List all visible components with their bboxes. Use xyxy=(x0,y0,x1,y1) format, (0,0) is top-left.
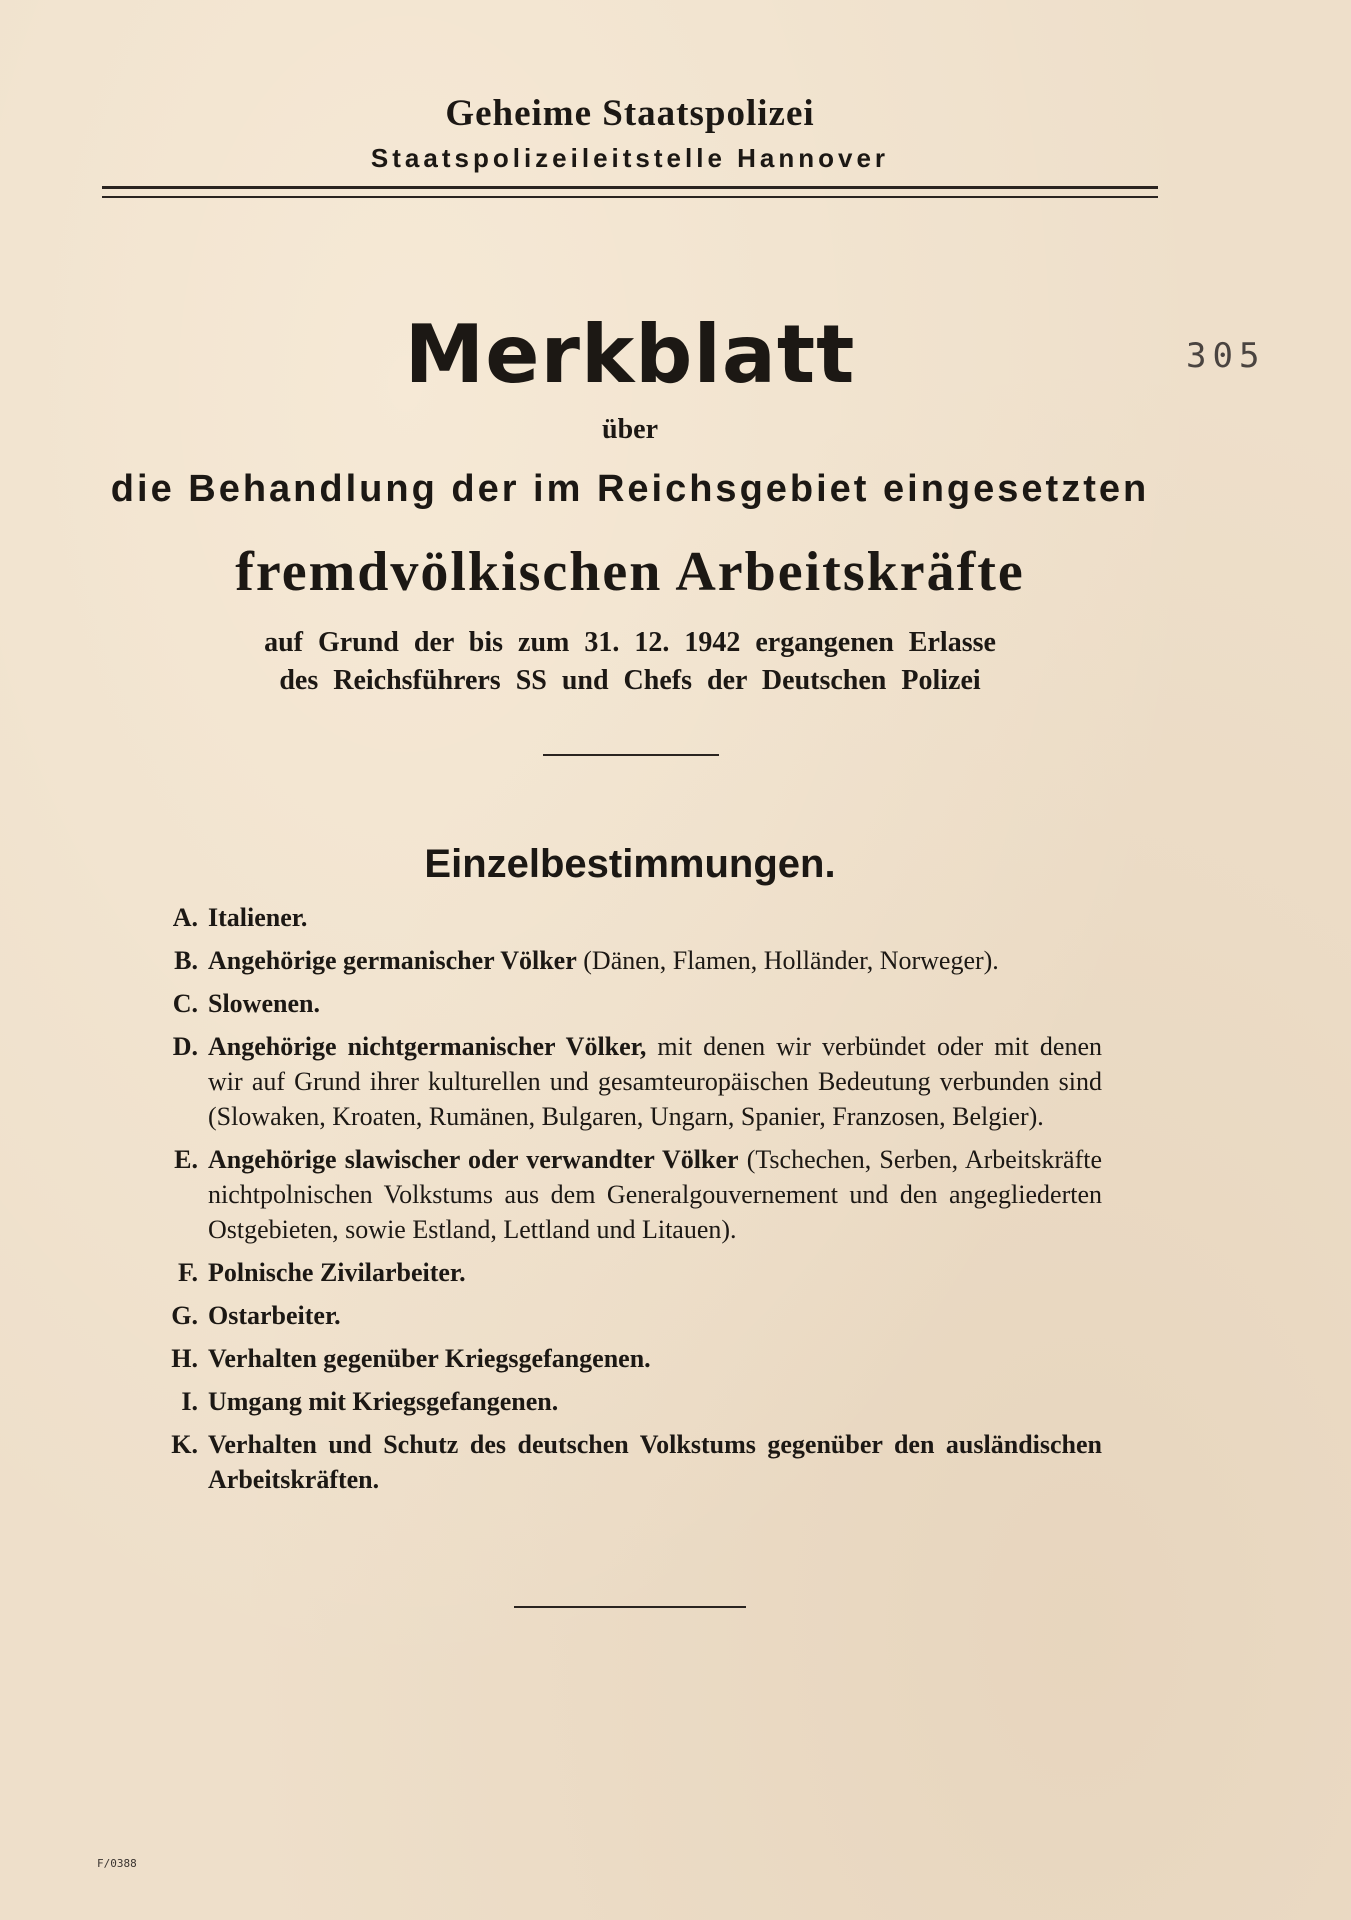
provision-heading: Angehörige slawischer oder verwandter Völker xyxy=(208,1145,739,1174)
provision-heading: Ostarbeiter. xyxy=(208,1301,341,1330)
section-heading: Einzelbestimmungen. xyxy=(424,842,836,886)
provision-heading: Angehörige nichtgermanischer Völker, xyxy=(208,1032,647,1061)
provision-item xyxy=(152,1427,1102,1497)
provision-item xyxy=(152,900,1102,935)
provision-letter: K. xyxy=(171,1430,198,1459)
provision-text xyxy=(208,1142,1102,1247)
provision-item xyxy=(152,986,1102,1021)
provision-item xyxy=(152,1384,1102,1419)
provision-text xyxy=(208,1255,1102,1290)
provision-details: (Dänen, Flamen, Holländer, Norweger). xyxy=(576,946,999,975)
provision-text xyxy=(208,900,1102,935)
provision-details: mit denen wir verbündet oder mit denen wir auf Grund ihrer kulturellen und gesamteuropäischen Bedeutung verbunden sind (Slowaken, Kroaten, Rumänen, Bulgaren, Ungarn, Spanier, Franzosen, Belgier). xyxy=(208,1032,1103,1131)
provision-letter: C. xyxy=(172,989,198,1018)
provision-text xyxy=(208,986,1102,1021)
provision-details: (Tschechen, Serben, Arbeitskräfte nichtpolnischen Volkstums aus dem Generalgouvernement und den angegliederten Ostgebieten, sowie Estland, Lettland und Litauen). xyxy=(208,1145,1103,1244)
provision-item xyxy=(152,1341,1102,1376)
provision-heading: Polnische Zivilarbeiter. xyxy=(208,1258,466,1287)
provision-heading: Umgang mit Kriegsgefangenen. xyxy=(208,1387,559,1416)
provision-letter: D. xyxy=(172,1032,198,1061)
document-title: Merkblatt xyxy=(404,308,856,401)
provision-item xyxy=(152,1142,1102,1247)
provision-item xyxy=(152,1255,1102,1290)
provision-item xyxy=(152,1029,1102,1134)
provision-text xyxy=(208,1341,1102,1376)
provision-text xyxy=(208,1298,1102,1333)
provision-letter: A. xyxy=(172,903,198,932)
archive-reference: F/0388 xyxy=(97,1857,137,1870)
title-workers: fremdvölkischen Arbeitskräfte xyxy=(235,541,1025,603)
header-double-rule xyxy=(102,186,1158,198)
page-number: 305 xyxy=(1186,336,1266,376)
provision-text xyxy=(208,1384,1102,1419)
legal-basis-line-1: auf Grund der bis zum 31. 12. 1942 ergangenen Erlasse xyxy=(264,627,996,658)
provision-heading: Verhalten und Schutz des deutschen Volkstums gegenüber den ausländischen Arbeitskräften. xyxy=(208,1430,1102,1494)
provisions-list xyxy=(152,900,1102,1505)
provision-item xyxy=(152,943,1102,978)
legal-basis-line-2: des Reichsführers SS und Chefs der Deutschen Polizei xyxy=(279,665,981,696)
provision-letter: H. xyxy=(171,1344,198,1373)
provision-heading: Angehörige germanischer Völker xyxy=(208,946,577,975)
provision-letter: E. xyxy=(174,1145,198,1174)
provision-text xyxy=(208,1029,1102,1134)
provision-letter: F. xyxy=(178,1258,198,1287)
provision-letter: I. xyxy=(181,1387,198,1416)
divider-rule-top xyxy=(543,754,719,756)
provision-text xyxy=(208,1427,1102,1497)
office-name: Staatspolizeileitstelle Hannover xyxy=(370,143,890,173)
title-preposition: über xyxy=(602,414,658,445)
agency-name: Geheime Staatspolizei xyxy=(445,93,815,134)
provision-heading: Slowenen. xyxy=(208,989,320,1018)
legal-basis xyxy=(200,624,1060,700)
provision-item xyxy=(152,1298,1102,1333)
provision-heading: Verhalten gegenüber Kriegsgefangenen. xyxy=(208,1344,651,1373)
provision-letter: B. xyxy=(174,946,198,975)
provision-text xyxy=(208,943,1102,978)
provision-heading: Italiener. xyxy=(208,903,308,932)
divider-rule-bottom xyxy=(514,1606,746,1608)
title-subject: die Behandlung der im Reichsgebiet eingesetzten xyxy=(110,468,1150,510)
provision-letter: G. xyxy=(171,1301,198,1330)
